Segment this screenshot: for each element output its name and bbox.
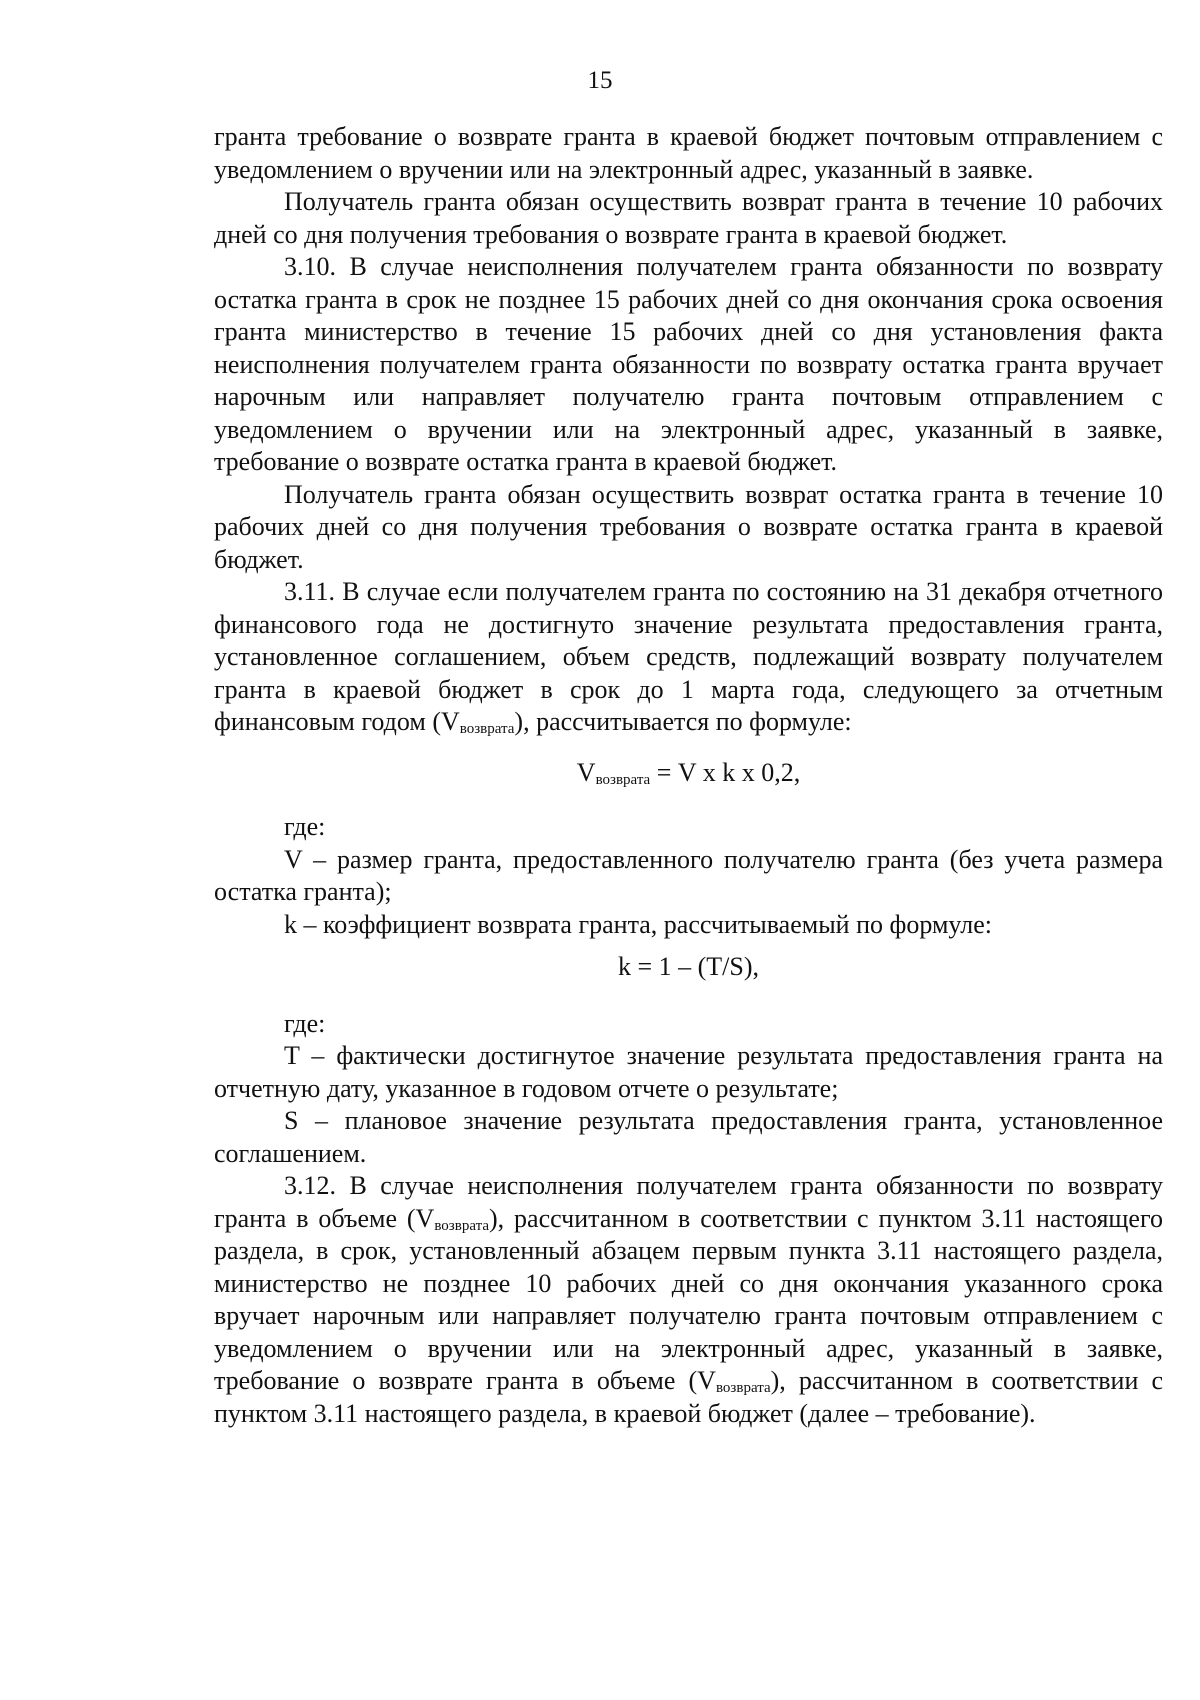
paragraph-3-12-part-a: 3.12. В случае неисполнения получателем гранта обязанности по возврату гранта в объеме (V (214, 1171, 1163, 1233)
formula-k: k = 1 – (T/S), (617, 952, 760, 981)
paragraph-3-12 (214, 1170, 1163, 1430)
where-label: где: (284, 812, 326, 841)
formula-v-symbol: V (576, 757, 596, 787)
subscript-vozvrata-1: возврата (434, 1217, 489, 1234)
definition-s: S – плановое значение результата предоставления гранта, установленное соглашением. (214, 1106, 1163, 1168)
formula-v-subscript: возврата (595, 771, 651, 788)
paragraph-3-12-part-c: ), рассчитанном в соответствии с пунктом 3.11 настоящего раздела, в краевой бюджет (далее – требование). (214, 1366, 1164, 1428)
paragraph-3-12-part-b: ), рассчитанном в соответствии с пунктом 3.11 настоящего раздела, в срок, установленный абзацем первым пункта 3.11 настоящего раздела, министерство не позднее 10 рабочих дней со дня окончания указанного срока вручает нарочным или направляет получателю гранта почтовым отправлением с уведомлением о вручении или на электронный адрес, указанный в заявке, требование о возврате гранта в объеме (V (214, 1203, 1163, 1395)
formula-v-expression: = V x k x 0,2, (650, 757, 801, 787)
subscript-vozvrata: возврата (459, 721, 515, 737)
paragraph-3-10: 3.10. В случае неисполнения получателем гранта обязанности по возврату остатка гранта в срок не позднее 15 рабочих дней со дня окончания срока освоения гранта министерство в течение 15 рабочих дней со дня установления факта неисполнения получателем гранта обязанности по возврату остатка гранта вручает нарочным или направляет получателю гранта почтовым отправлением с уведомлением о вручении или на электронный адрес, указанный в заявке, требование о возврате остатка гранта в краевой бюджет. (214, 252, 1163, 476)
paragraph-return-obligation: Получатель гранта обязан осуществить возврат гранта в течение 10 рабочих дней со дня получения требования о возврате гранта в краевой бюджет. (214, 187, 1163, 249)
document-body (214, 121, 1163, 1430)
paragraph-3-11 (214, 576, 1163, 739)
paragraph-return-remainder: Получатель гранта обязан осуществить возврат остатка гранта в течение 10 рабочих дней со дня получения требования о возврате остатка гранта в краевой бюджет. (214, 479, 1163, 574)
formula-v-return (214, 757, 1163, 790)
definition-v: V – размер гранта, предоставленного получателю гранта (без учета размера остатка гранта); (214, 844, 1163, 906)
paragraph-continuation: гранта требование о возврате гранта в краевой бюджет почтовым отправлением с уведомлением о вручении или на электронный адрес, указанный в заявке. (214, 122, 1163, 184)
definition-t: T – фактически достигнутое значение результата предоставления гранта на отчетную дату, указанное в годовом отчете о результате; (214, 1041, 1163, 1103)
subscript-vozvrata-2: возврата (715, 1380, 771, 1396)
definition-k: k – коэффициент возврата гранта, рассчитываемый по формуле: (284, 909, 992, 939)
page-number: 15 (587, 67, 613, 94)
paragraph-3-11-text: 3.11. В случае если получателем гранта по состоянию на 31 декабря отчетного финансового года не достигнуто значение результата предоставления гранта, установленное соглашением, объем средств, подлежащий возврату получателем гранта в краевой бюджет в срок до 1 марта года, следующего за отчетным финансовым годом (V (214, 577, 1163, 736)
paragraph-3-11-tail: ), рассчитывается по формуле: (514, 707, 852, 736)
where-label-2: где: (284, 1008, 326, 1038)
